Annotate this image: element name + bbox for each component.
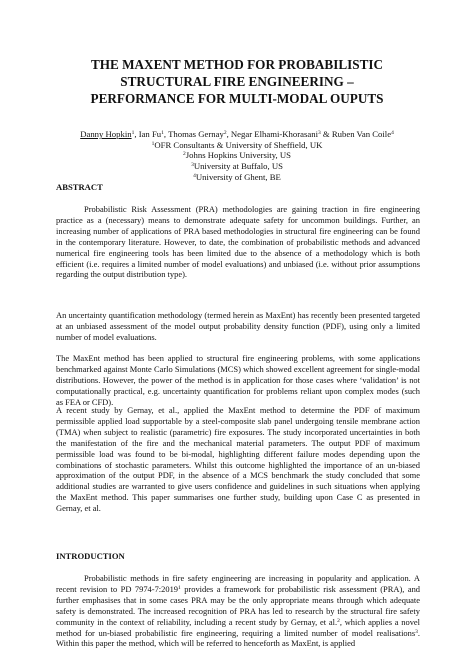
- affiliation-text: OFR Consultants & University of Sheffield, UK: [154, 139, 323, 150]
- abstract-heading: ABSTRACT: [56, 182, 103, 192]
- intro-text: Probabilistic methods in fire safety engineering are increasing in popularity and application. A recent revision to PD 7974-7:2019: [56, 573, 420, 594]
- citation-sup: 1: [178, 584, 181, 591]
- author: & Ruben Van Coile: [320, 129, 392, 139]
- abstract-paragraph-1: Probabilistic Risk Assessment (PRA) methodologies are gaining traction in fire engineering practice as a (necessary) means to demonstrate adequate safety for uncommon buildings. Further, an increasing number of applications of PRA based methodologies in structural fire engineering can be found in the contemporary literature. However, to date, the combination of probabilistic methods and advanced numerical fire engineering tools has been limited due to the absence of a methodology which is both efficient (i.e. requires a limited number of model evaluations) and unbiased (i.e. without prior assumptions regarding the output distribution type).: [56, 204, 420, 280]
- affiliation-sup: 4: [193, 172, 196, 179]
- intro-text: , which applies a novel method for un-biased probabilistic fire engineering, requiring a limited number of model realisations: [56, 616, 420, 638]
- author-sup: 1: [131, 130, 135, 136]
- title-line-3: PERFORMANCE FOR MULTI-MODAL OUPUTS: [90, 91, 384, 106]
- affiliation-sup: 1: [151, 140, 155, 147]
- affiliation: [40, 140, 434, 151]
- intro-text: . Within this paper the method, which will be referred to henceforth as MaxEnt, is applied: [56, 627, 420, 649]
- introduction-heading: INTRODUCTION: [56, 551, 125, 561]
- affiliation-text: Johns Hopkins University, US: [185, 150, 291, 161]
- abstract-paragraph-3: The MaxEnt method has been applied to structural fire engineering problems, with some applications benchmarked against Monte Carlo Simulations (MCS) which showed excellent agreement for single-modal distributions. However, the power of the method is in application for those cases where ‘validation’ is not computationally practical, e.g. uncertainty quantification for problems reliant upon complex modes (such as FEA or CFD).: [56, 353, 420, 407]
- author-sup: 1: [161, 130, 164, 136]
- affiliation: [40, 150, 434, 161]
- citation-sup: 2: [337, 617, 340, 624]
- author-sup: 4: [391, 130, 394, 136]
- author-sup: 3: [318, 130, 321, 136]
- author-sup: 2: [223, 130, 227, 136]
- intro-text: provides a framework for probabilistic risk assessment (PRA), and further emphasises that in some cases PRA may be the only appropriate means through which adequate safety is demonstrated. The increased recognition of PRA has led to research by the structural fire safety community in the context of reliability, including a recent study by Gernay, et al.: [56, 583, 421, 627]
- abstract-paragraph-4: A recent study by Gernay, et al., applied the MaxEnt method to determine the PDF of maximum permissible applied load supportable by a steel-composite slab panel undergoing tensile membrane action (TMA) when subject to realistic (parametric) fire exposures. The study incorporated uncertainties in both the manifestation of the fire and the mechanical material parameters. The output PDF of maximum permissible load was found to be bi-modal, highlighting different failure modes depending upon the combinations of stochastic parameters. Whilst this outcome highlighted the importance of an un-biased approximation of the output PDF, in the absence of a MCS benchmark the study concluded that some additional studies are warranted to give users confidence and guidelines in such situations when applying the MaxEnt method. This paper summarises one further study, building upon Case C as presented in Gernay, et al.: [56, 405, 420, 514]
- paper-title: [40, 56, 434, 107]
- author-list: [40, 129, 434, 140]
- author: , Ian Fu: [134, 129, 162, 139]
- title-line-2: STRUCTURAL FIRE ENGINEERING –: [120, 74, 354, 89]
- title-line-1: THE MAXENT METHOD FOR PROBABILISTIC: [90, 57, 384, 72]
- author-block: [40, 129, 434, 183]
- affiliation: [40, 161, 434, 172]
- affiliation: [40, 172, 434, 183]
- affiliation-sup: 3: [191, 162, 194, 169]
- introduction-paragraph-1: [56, 573, 420, 649]
- citation-sup: 3: [415, 628, 418, 635]
- affiliation-text: University of Ghent, BE: [195, 171, 281, 182]
- abstract-paragraph-2: An uncertainty quantification methodology (termed herein as MaxEnt) has recently been presented targeted at an unbiased assessment of the model output probability density function (PDF), using only a limited number of model evaluations.: [56, 310, 420, 342]
- author: , Thomas Gernay: [163, 129, 224, 139]
- author: , Negar Elhami-Khorasani: [226, 129, 318, 139]
- affiliation-sup: 2: [183, 151, 186, 158]
- affiliation-text: University at Buffalo, US: [193, 161, 283, 172]
- author-presenting: Danny Hopkin: [80, 129, 132, 139]
